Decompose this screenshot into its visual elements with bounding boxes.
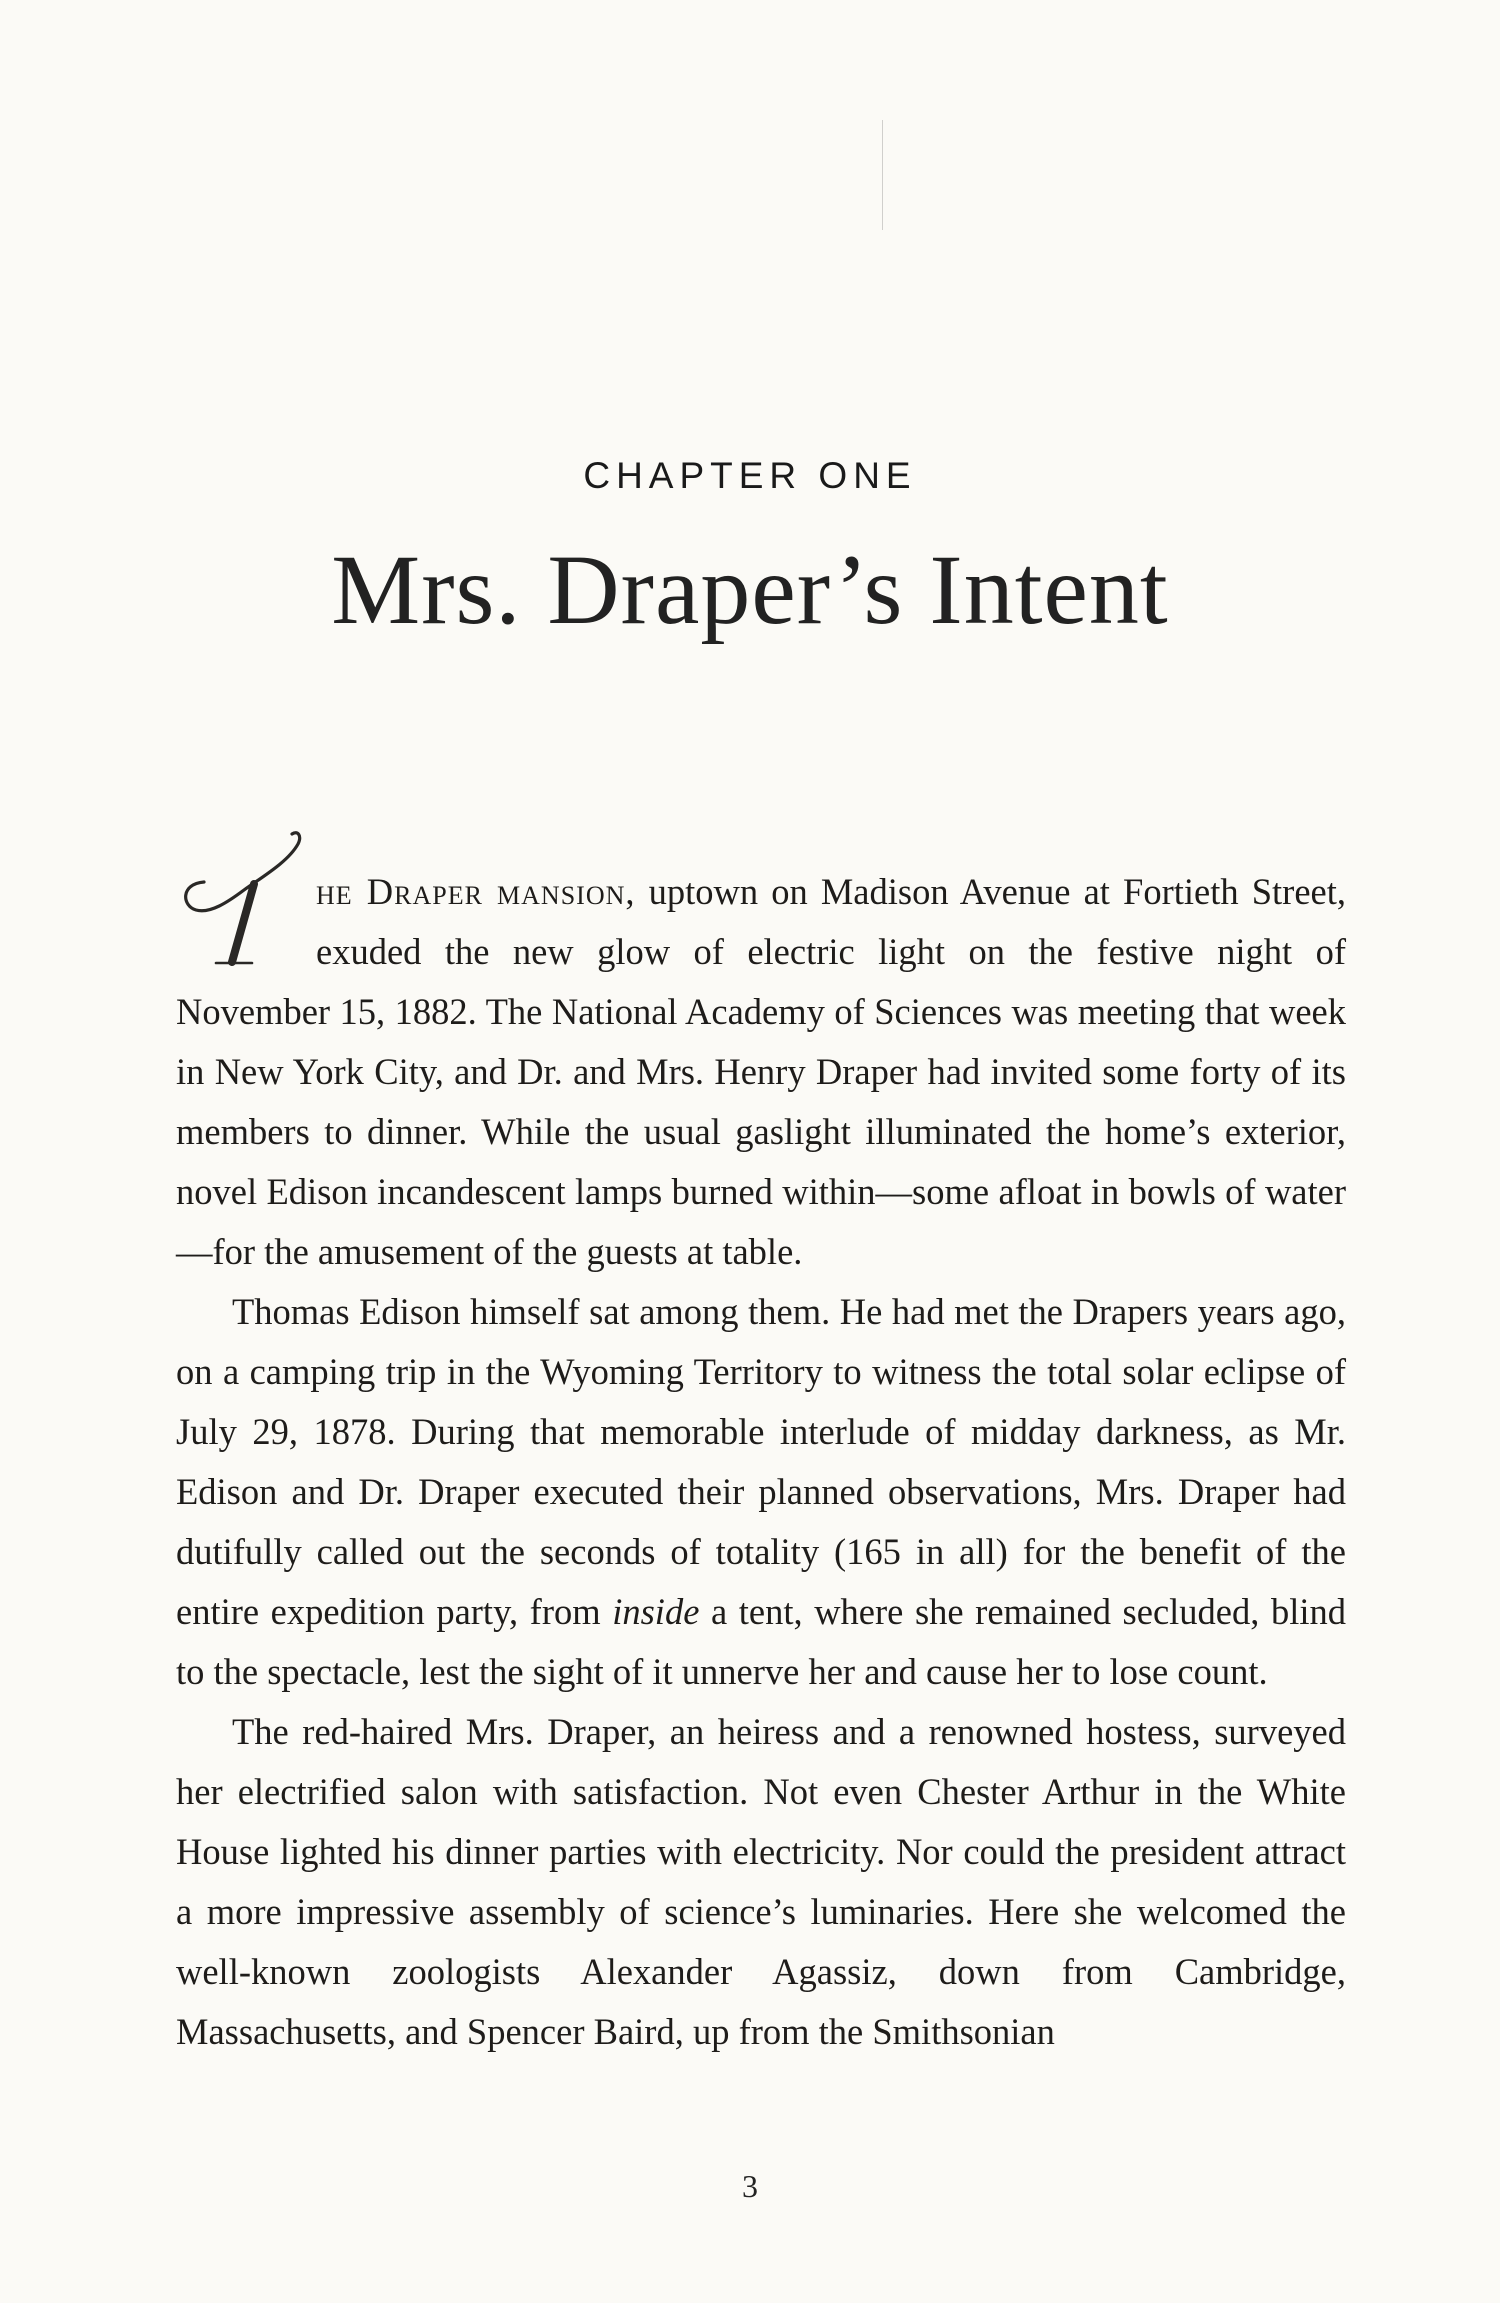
paragraph-3 xyxy=(176,1702,1346,2062)
paragraph-2-italic: inside xyxy=(612,1591,700,1632)
paragraph-1-text: uptown on Madison Avenue at Fortieth Street, exuded the new glow of electric light on the festive night of November 15, 1882. The National Academy of Sciences was meeting that week in New York City, and Dr. and Mrs. Henry Draper had invited some forty of its members to dinner. While the usual gaslight illuminated the home’s exterior, novel Edison incandescent lamps burned within—some afloat in bowls of water—for the amusement of the guests at table. xyxy=(176,871,1346,1272)
paragraph-2-text-a: Thomas Edison himself sat among them. He had met the Drapers years ago, on a camping trip in the Wyoming Territory to witness the total solar eclipse of July 29, 1878. During that memorable interlude of midday darkness, as Mr. Edison and Dr. Draper executed their planned observations, Mrs. Draper had dutifully called out the seconds of totality (165 in all) for the benefit of the entire expedition party, from xyxy=(176,1291,1346,1632)
scan-mark xyxy=(882,120,883,230)
lead-in-smallcaps: he Draper mansion, xyxy=(316,871,636,912)
chapter-title: Mrs. Draper’s Intent xyxy=(331,534,1169,645)
paragraph-1 xyxy=(170,822,1346,1282)
paragraph-2 xyxy=(176,1282,1346,1702)
paragraph-3-text: The red-haired Mrs. Draper, an heiress and a renowned hostess, surveyed her electrified salon with satisfaction. Not even Chester Arthur in the White House lighted his dinner parties with electricity. Nor could the president attract a more impressive assembly of science’s luminaries. Here she welcomed the well-known zoologists Alexander Agassiz, down from Cambridge, Massachusetts, and Spencer Baird, up from the Smithsonian xyxy=(176,1711,1346,2052)
page-number: 3 xyxy=(742,2168,758,2204)
drop-cap-letter: T xyxy=(170,822,171,823)
chapter-body xyxy=(170,822,1346,2062)
paragraph-2-text-b: a tent, where she remained secluded, blind to the spectacle, lest the sight of it unnerve her and cause her to lose count. xyxy=(176,1591,1346,1692)
drop-cap-t-icon xyxy=(170,822,312,932)
chapter-label: CHAPTER ONE xyxy=(583,455,917,496)
